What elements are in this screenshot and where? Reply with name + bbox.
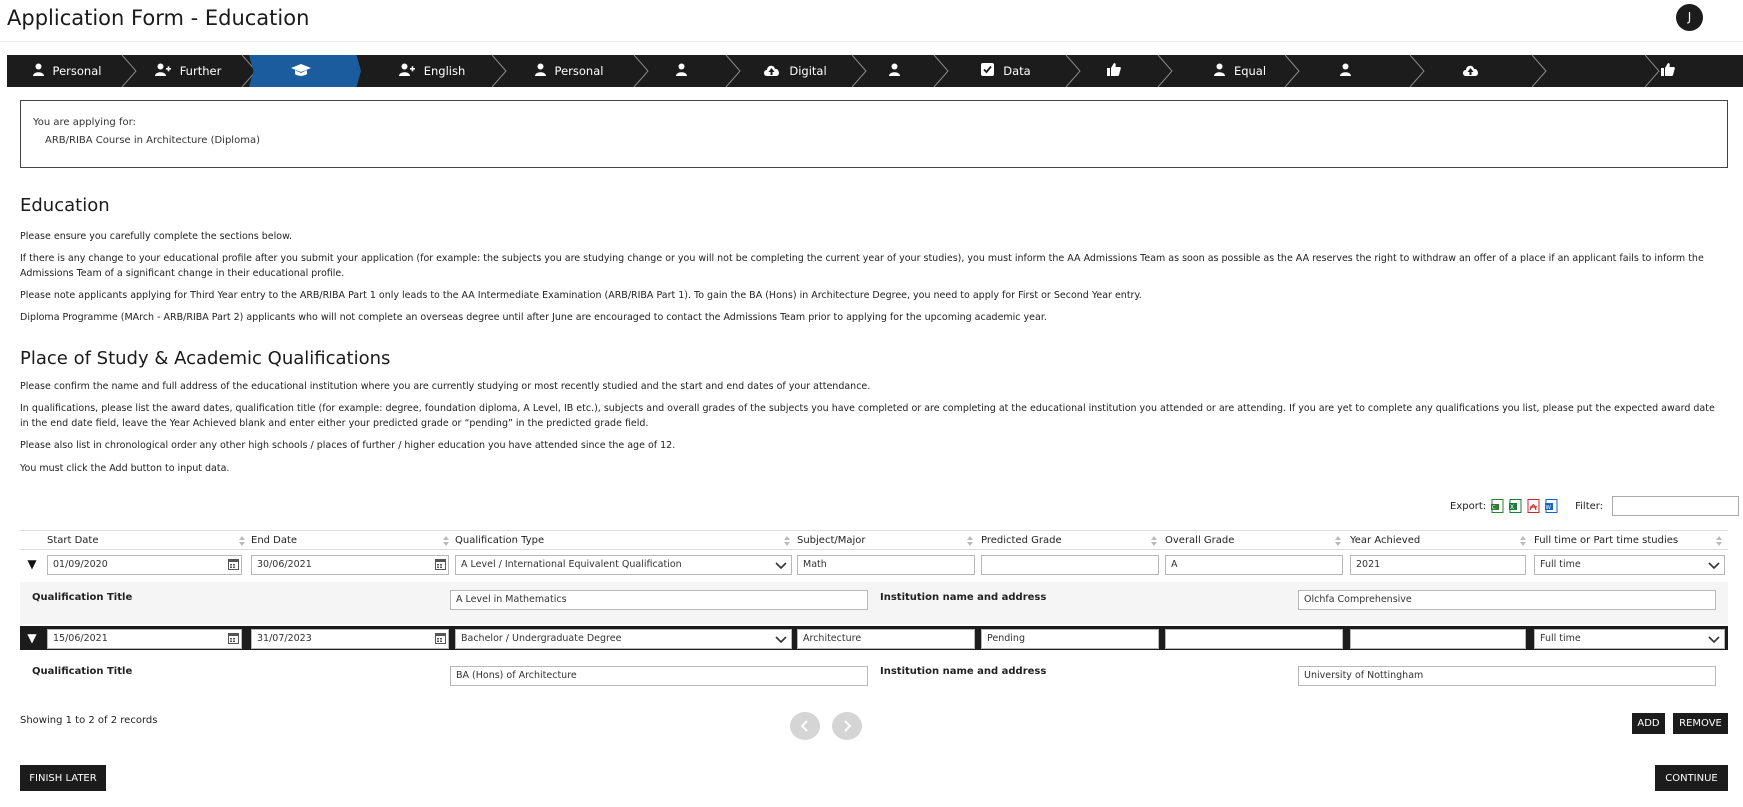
records-info: Showing 1 to 2 of 2 records [20,715,158,726]
subject-input[interactable]: Architecture [797,629,975,649]
qualification-title-input[interactable]: A Level in Mathematics [450,590,868,610]
chevron-down-icon [775,634,787,644]
cloud-upload-icon [763,64,780,79]
remove-button[interactable]: REMOVE [1673,713,1728,734]
svg-text:X: X [1510,504,1515,511]
checkbox-icon [981,63,994,79]
chevron-down-icon [1708,634,1720,644]
table-row[interactable] [20,552,1728,576]
start-date-input[interactable]: 15/06/2021 [47,629,242,649]
qualification-title-input[interactable]: BA (Hons) of Architecture [450,666,868,686]
sort-icon [443,536,449,546]
page-title: Application Form - Education [7,6,310,30]
calendar-icon[interactable] [435,632,448,646]
education-heading: Education [20,195,110,216]
step-13[interactable] [1417,55,1533,87]
step-label: Personal [554,64,604,78]
step-personal[interactable] [7,55,127,87]
sort-icon [1716,536,1722,546]
chevron-down-icon [775,560,787,570]
step-label: Equal [1233,64,1267,78]
institution-label: Institution name and address [880,592,1047,603]
finish-later-button[interactable]: FINISH LATER [20,765,106,791]
export-label: Export: [1450,500,1487,512]
education-paragraph: Diploma Programme (MArch - ARB/RIBA Part 2) applicants who will not complete an overseas degree until after June are encouraged to contact the Admissions Team prior to applying for the upcoming academic year. [20,312,1047,323]
word-export-icon[interactable] [1545,499,1558,513]
institution-input[interactable]: University of Nottingham [1298,666,1716,686]
applying-label: You are applying for: [33,117,136,128]
qualification-type-select[interactable]: A Level / International Equivalent Qualification [455,555,792,575]
year-achieved-input[interactable]: 2021 [1350,555,1526,575]
column-header[interactable]: End Date [251,531,451,551]
step-label: Data [1003,64,1031,78]
sort-icon [239,536,245,546]
sort-icon [967,536,973,546]
step-data[interactable] [941,55,1071,87]
filter-input[interactable] [1612,496,1739,516]
chevron-right-icon [842,720,852,732]
step-english[interactable] [367,55,497,87]
education-paragraph: Please ensure you carefully complete the sections below. [20,231,293,242]
collapse-triangle-icon[interactable]: ▼ [27,557,37,571]
user-plus-icon [155,63,171,79]
row-detail [20,656,1728,698]
table-row-selected[interactable] [20,626,1728,650]
step-personal-2[interactable] [499,55,639,87]
svg-text:C: C [1492,505,1496,511]
column-header[interactable]: Start Date [47,531,247,551]
qualification-title-label: Qualification Title [32,592,133,603]
institution-input[interactable]: Olchfa Comprehensive [1298,590,1716,610]
column-header[interactable]: Subject/Major [797,531,975,551]
step-further[interactable] [129,55,247,87]
step-8[interactable] [859,55,939,87]
place-paragraph: In qualifications, please list the award dates, qualification title (for example: degree, foundation diploma, A Level, IB etc.), subjects and overall grades of the subjects you have completed or are completing at the educational institution you attended or are attending. If you are yet to complete any qualifications you list, please put the expected award date in the end date field, leave the Year Achieved blank and enter either your predicted grade or “pending” in the predicted grade field. [20,403,1715,429]
course-name: ARB/RIBA Course in Architecture (Diploma) [45,135,260,146]
education-paragraph: Please note applicants applying for Third Year entry to the ARB/RIBA Part 1 only leads to the AA Intermediate Examination (ARB/RIBA Part 1). To gain the BA (Hons) in Architecture Degree, you need to apply for First or Second Year entry. [20,290,1142,301]
calendar-icon[interactable] [228,632,241,646]
step-14[interactable] [1607,55,1737,87]
end-date-input[interactable]: 30/06/2021 [251,555,449,575]
qualification-type-select[interactable]: Bachelor / Undergraduate Degree [455,629,792,649]
step-12[interactable] [1292,55,1408,87]
user-plus-icon [399,63,415,79]
user-icon [1340,63,1351,79]
study-mode-select[interactable]: Full time [1534,629,1725,649]
export-toolbar [1450,496,1739,516]
education-paragraph: If there is any change to your educational profile after you submit your application (for example: the subjects you are studying change or you will not be completing the current year of your studies), you must inform the AA Admissions Team as soon as possible as the AA reserves the right to withdraw an offer of a place if an applicant fails to inform the Admissions Team of a significant change in their educational profile. [20,253,1704,279]
progress-stepper [7,55,1743,87]
row-detail [20,582,1728,624]
applying-for-panel [20,100,1728,168]
excel-export-icon[interactable] [1509,499,1522,513]
sort-icon [1151,536,1157,546]
column-header[interactable]: Overall Grade [1165,531,1343,551]
predicted-grade-input[interactable]: Pending [981,629,1159,649]
place-paragraph: Please confirm the name and full address of the educational institution where you are currently studying or most recently studied and the start and end dates of your attendance. [20,381,871,392]
qualification-title-label: Qualification Title [32,666,133,677]
start-date-input[interactable]: 01/09/2020 [47,555,242,575]
step-label: Personal [52,64,102,78]
overall-grade-input[interactable]: A [1165,555,1343,575]
place-paragraph: Please also list in chronological order any other high schools / places of further / higher education you have attended since the age of 12. [20,440,676,451]
column-header[interactable]: Qualification Type [455,531,792,551]
graduation-cap-icon [291,63,311,80]
step-divider [1643,55,1661,87]
filter-label: Filter: [1575,500,1604,512]
column-header[interactable]: Full time or Part time studies [1534,531,1724,551]
institution-label: Institution name and address [880,666,1047,677]
csv-export-icon[interactable] [1491,499,1504,513]
user-avatar[interactable]: J [1676,4,1703,31]
predicted-grade-input[interactable] [981,555,1159,575]
calendar-icon[interactable] [435,558,448,572]
column-header[interactable]: Year Achieved [1350,531,1528,551]
step-label: English [423,64,466,78]
user-icon [33,63,44,79]
chevron-left-icon [800,720,810,732]
thumbs-up-icon [1661,63,1675,79]
collapse-triangle-icon[interactable]: ▼ [27,631,37,645]
sort-icon [1520,536,1526,546]
user-icon [889,63,900,79]
step-divider [1530,55,1548,87]
subject-input[interactable]: Math [797,555,975,575]
step-10[interactable] [1073,55,1163,87]
continue-button[interactable]: CONTINUE [1655,765,1728,791]
step-6[interactable] [641,55,731,87]
place-paragraph: You must click the Add button to input data. [20,463,230,474]
column-header[interactable]: Predicted Grade [981,531,1159,551]
chevron-down-icon [1708,560,1720,570]
overall-grade-input[interactable] [1165,629,1343,649]
sort-icon [1335,536,1341,546]
user-icon [676,63,687,79]
step-label: Further [179,64,222,78]
thumbs-up-icon [1107,63,1121,79]
table-header [20,530,1728,550]
add-button[interactable]: ADD [1632,713,1665,734]
year-achieved-input[interactable] [1350,629,1526,649]
pdf-export-icon[interactable] [1527,499,1540,513]
user-icon [1214,63,1225,79]
cloud-upload-icon [1462,64,1479,79]
calendar-icon[interactable] [228,558,241,572]
study-mode-select[interactable]: Full time [1534,555,1725,575]
top-bar [0,0,1743,42]
svg-text:W: W [1545,505,1552,511]
step-digital[interactable] [733,55,857,87]
sort-icon [784,536,790,546]
end-date-input[interactable]: 31/07/2023 [251,629,449,649]
previous-page-button[interactable] [790,712,820,740]
step-education[interactable] [249,55,361,87]
next-page-button[interactable] [832,712,862,740]
place-of-study-heading: Place of Study & Academic Qualifications [20,348,391,369]
user-icon [535,63,546,79]
step-label: Digital [789,64,827,78]
